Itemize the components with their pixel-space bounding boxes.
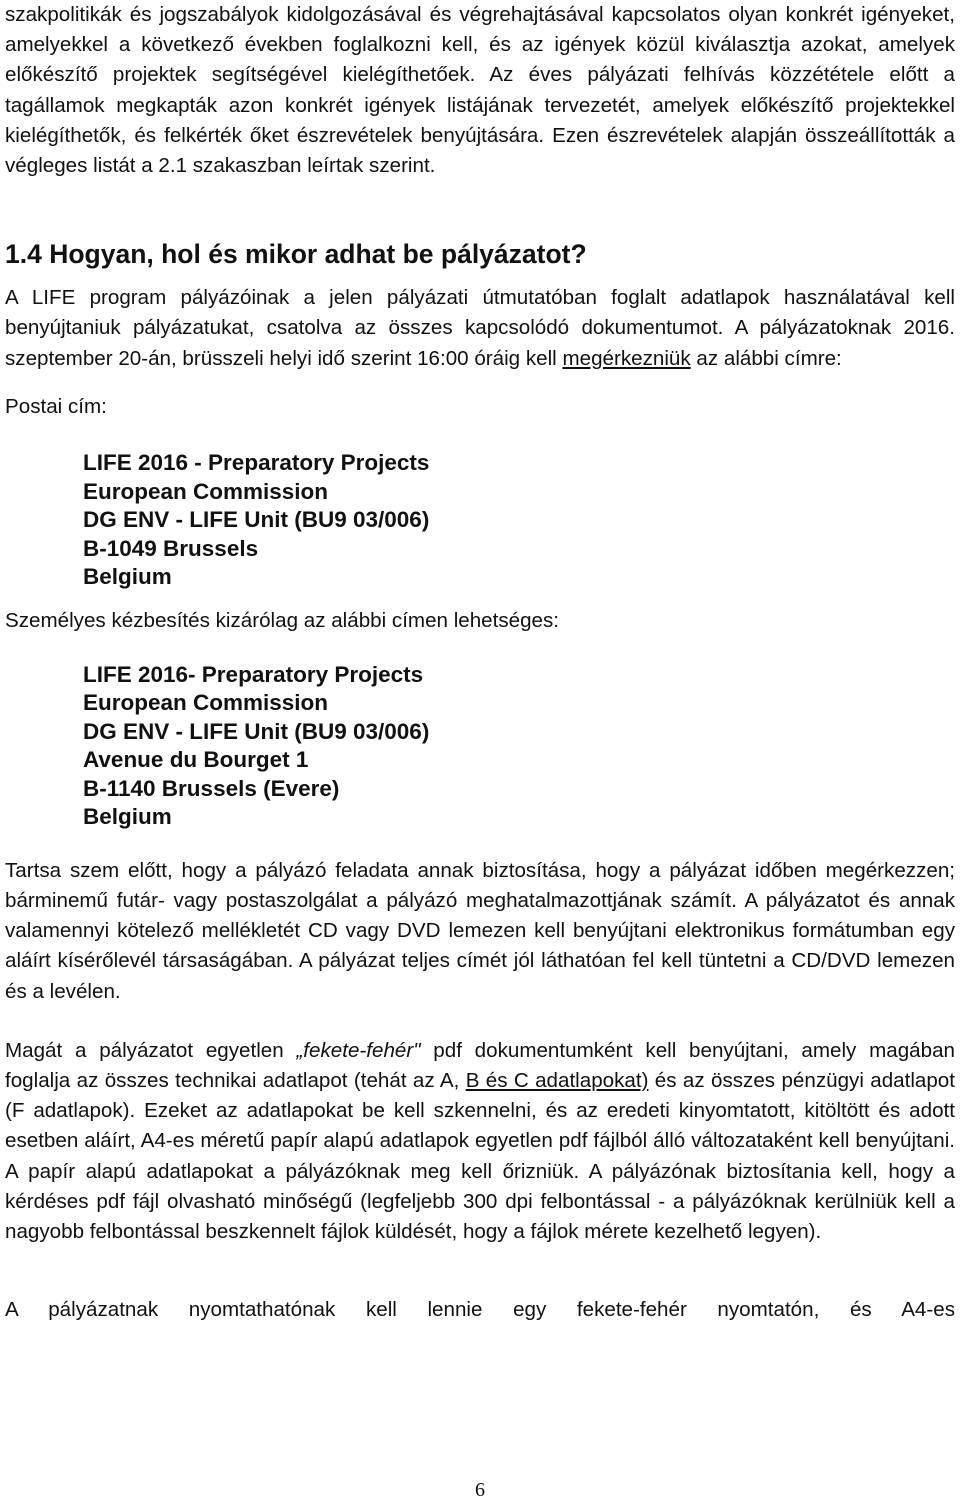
pdf-text-a: Magát a pályázatot egyetlen [5,1038,297,1062]
pdf-requirements-paragraph [5,1036,955,1247]
submission-paragraph [5,283,955,374]
personal-address-line: B-1140 Brussels (Evere) [83,775,340,801]
underlined-forms-reference: B és C adatlapokat) [465,1068,649,1092]
intro-text-2: Az éves pályázati felhívás közzététele előtt a tagállamok megkapták azon konkrét igények listájának tervezetét, amelyek előkészítő projektekkel kielégíthetők, és felkérték őket észrevételek benyújtására. Ezen észrevételek alapján összeállították a végleges listát a 2.1 szakaszban leírtak szerint. [5,63,955,178]
section-heading: 1.4 Hogyan, hol és mikor adhat be pályázatot? [5,239,587,270]
postal-address-line: B-1049 Brussels [83,535,259,561]
postal-address-line: European Commission [83,478,329,504]
notice-paragraph: Tartsa szem előtt, hogy a pályázó feladata annak biztosítása, hogy a pályázat időben megérkezzen; bárminemű futár- vagy postaszolgálat a pályázó meghatalmazottjának számít. A pályázatot és annak valamennyi kötelező mellékletét CD vagy DVD lemezen kell benyújtani elektronikus formátumban egy aláírt kísérőlevél társaságában. A pályázat teljes címét jól láthatóan fel kell tüntetni a CD/DVD lemezen és a levélen. [5,858,955,1003]
postal-address-line: Belgium [83,564,172,590]
personal-address-line: Belgium [83,804,172,830]
pdf-text-c: és az összes pénzügyi adatlapot (F adatlapok). Ezeket az adatlapokat be kell szkennelni, és az eredeti kinyomtatott, kitöltött és adott esetben aláírt, A4-es méretű papír alapú adatlapok egyetlen pdf fájlból álló változataként kell benyújtani. A papír alapú adatlapokat a pályázóknak meg kell őrizniük. A pályázónak biztosítania kell, hogy a kérdéses pdf fájl olvasható minőségű (legfeljebb 300 dpi felbontással - a pályázóknak kerülniük kell a nagyobb felbontással beszkennelt fájlok küldését, hogy a fájlok mérete kezelhető legyen). [5,1068,955,1243]
personal-delivery-label: Személyes kézbesítés kizárólag az alábbi címen lehetséges: [5,608,560,632]
page-number: 6 [475,1479,485,1501]
submission-text: A LIFE program pályázóinak a jelen pályázati útmutatóban foglalt adatlapok használatával kell benyújtaniuk pályázatukat, csatolva az összes kapcsolódó dokumentumot. A pályázatoknak 2016. szeptember 20-án, brüsszeli helyi idő szerint 16:00 óráig kell [5,286,955,370]
pdf-text-b: pdf dokumentumként kell benyújtani, amely magában foglalja az összes technikai adatlapot (tehát az A, [5,1038,955,1092]
postal-address-line: DG ENV - LIFE Unit (BU9 03/006) [83,507,430,533]
postal-address-line: LIFE 2016 - Preparatory Projects [83,450,430,476]
personal-address-line: European Commission [83,690,329,716]
black-white-italic: „fekete-fehér" [296,1038,421,1062]
personal-address-line: Avenue du Bourget 1 [83,747,309,773]
postal-label: Postai cím: [5,394,107,418]
intro-paragraph [5,0,955,181]
intro-text-1: szakpolitikák és jogszabályok kidolgozásával és végrehajtásával kapcsolatos olyan konkrét igényeket, amelyekkel a következő években foglalkozni kell, és az igények közül kiválasztja azokat, amelyek előkészítő projektek segítségével kielégíthetőek. [5,3,955,87]
underlined-deadline-word: megérkezniük [562,346,691,370]
personal-address-line: LIFE 2016- Preparatory Projects [83,661,424,687]
submission-text-end: az alábbi címre: [690,346,842,370]
personal-address-block [83,661,955,832]
document-page [5,0,955,1325]
printing-paragraph: A pályázatnak nyomtathatónak kell lennie egy fekete-fehér nyomtatón, és A4-es [5,1298,955,1322]
postal-address-block [83,449,955,592]
personal-address-line: DG ENV - LIFE Unit (BU9 03/006) [83,718,430,744]
